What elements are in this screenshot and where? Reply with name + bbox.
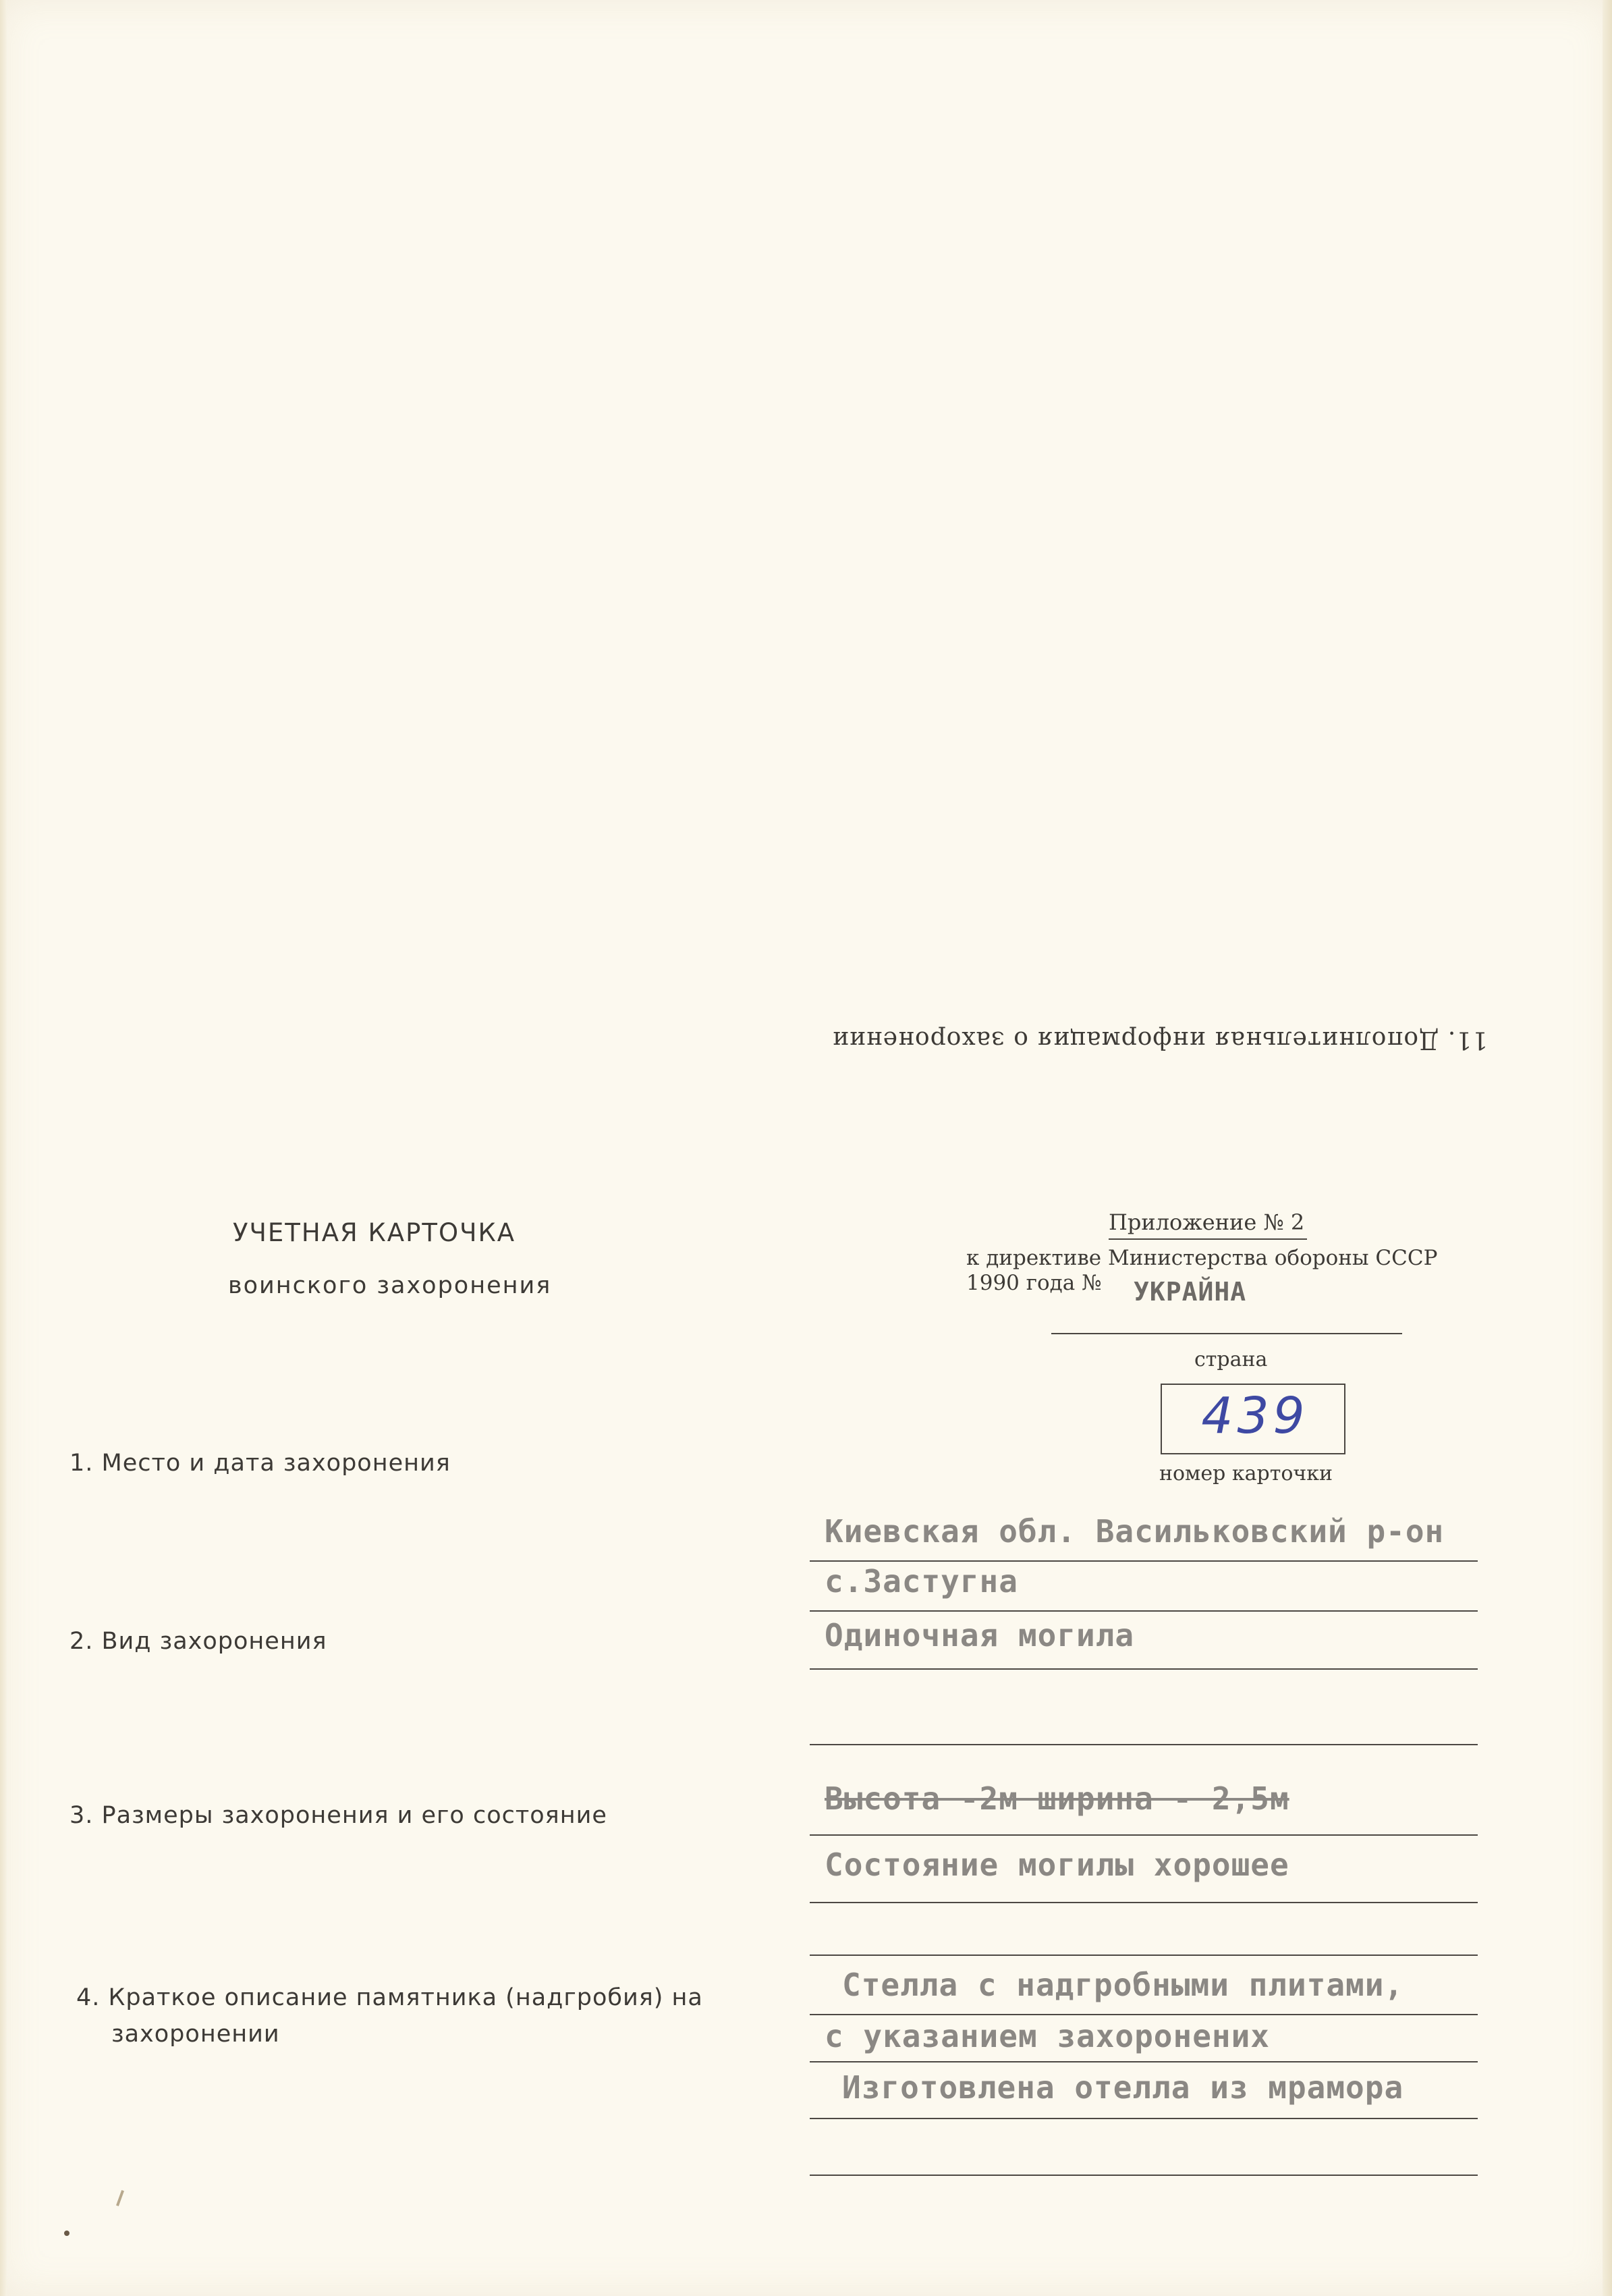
answer-rule — [810, 2175, 1478, 2176]
answer-4-line-1: Стелла с надгробными плитами, — [842, 1967, 1404, 2003]
question-monument-description: 4. Краткое описание памятника (надгробия) на — [76, 1984, 703, 2011]
answer-rule — [810, 2061, 1478, 2062]
paper-edge-left — [0, 0, 7, 2296]
question-burial-place-date: 1. Место и дата захоронения — [70, 1450, 451, 1477]
appendix-year-line: 1990 года № — [966, 1271, 1102, 1295]
question-monument-description-cont: захоронении — [111, 2021, 280, 2048]
answer-3-line-2: Состояние могилы хорошее — [825, 1847, 1289, 1883]
answer-rule — [810, 1834, 1478, 1836]
appendix-title: Приложение № 2 — [1109, 1209, 1305, 1235]
question-burial-size-condition: 3. Размеры захоронения и его состояние — [70, 1802, 607, 1829]
answer-rule — [810, 2014, 1478, 2015]
answer-4-line-3: Изготовлена отелла из мрамора — [842, 2069, 1404, 2106]
answer-rule — [810, 1744, 1478, 1745]
answer-rule — [810, 1560, 1478, 1562]
question-burial-type: 2. Вид захоронения — [70, 1628, 327, 1655]
ink-spot — [64, 2231, 70, 2236]
card-number-handwritten: 439 — [1201, 1387, 1309, 1445]
answer-rule — [810, 1668, 1478, 1670]
card-subtitle: воинского захоронения — [228, 1272, 552, 1299]
answer-rule — [810, 1955, 1478, 1956]
answer-rule — [810, 1610, 1478, 1612]
card-title: УЧЕТНАЯ КАРТОЧКА — [233, 1218, 516, 1247]
additional-info-header-upside-down: 11. Дополнительная информация о захоронении — [831, 1026, 1488, 1054]
paper-edge-right — [1603, 0, 1612, 2296]
country-label: страна — [1194, 1348, 1268, 1371]
answer-4-line-2: с указанием захоронених — [825, 2018, 1270, 2054]
country-value: УКРАЙНА — [1134, 1277, 1247, 1307]
answer-1-line-1: Киевская обл. Васильковский р-он — [825, 1513, 1445, 1550]
answer-2-line-1: Одиночная могила — [825, 1617, 1135, 1653]
card-number-label: номер карточки — [1159, 1462, 1333, 1485]
answer-rule — [810, 2118, 1478, 2119]
answer-rule — [810, 1902, 1478, 1903]
country-rule — [1051, 1333, 1402, 1334]
appendix-directive-line: к директиве Министерства обороны СССР — [966, 1246, 1438, 1270]
appendix-title-underline — [1109, 1238, 1307, 1240]
answer-3-line-1: Высота -2м ширина - 2,5м — [825, 1780, 1289, 1817]
answer-1-line-2: с.Застугна — [825, 1563, 1018, 1600]
